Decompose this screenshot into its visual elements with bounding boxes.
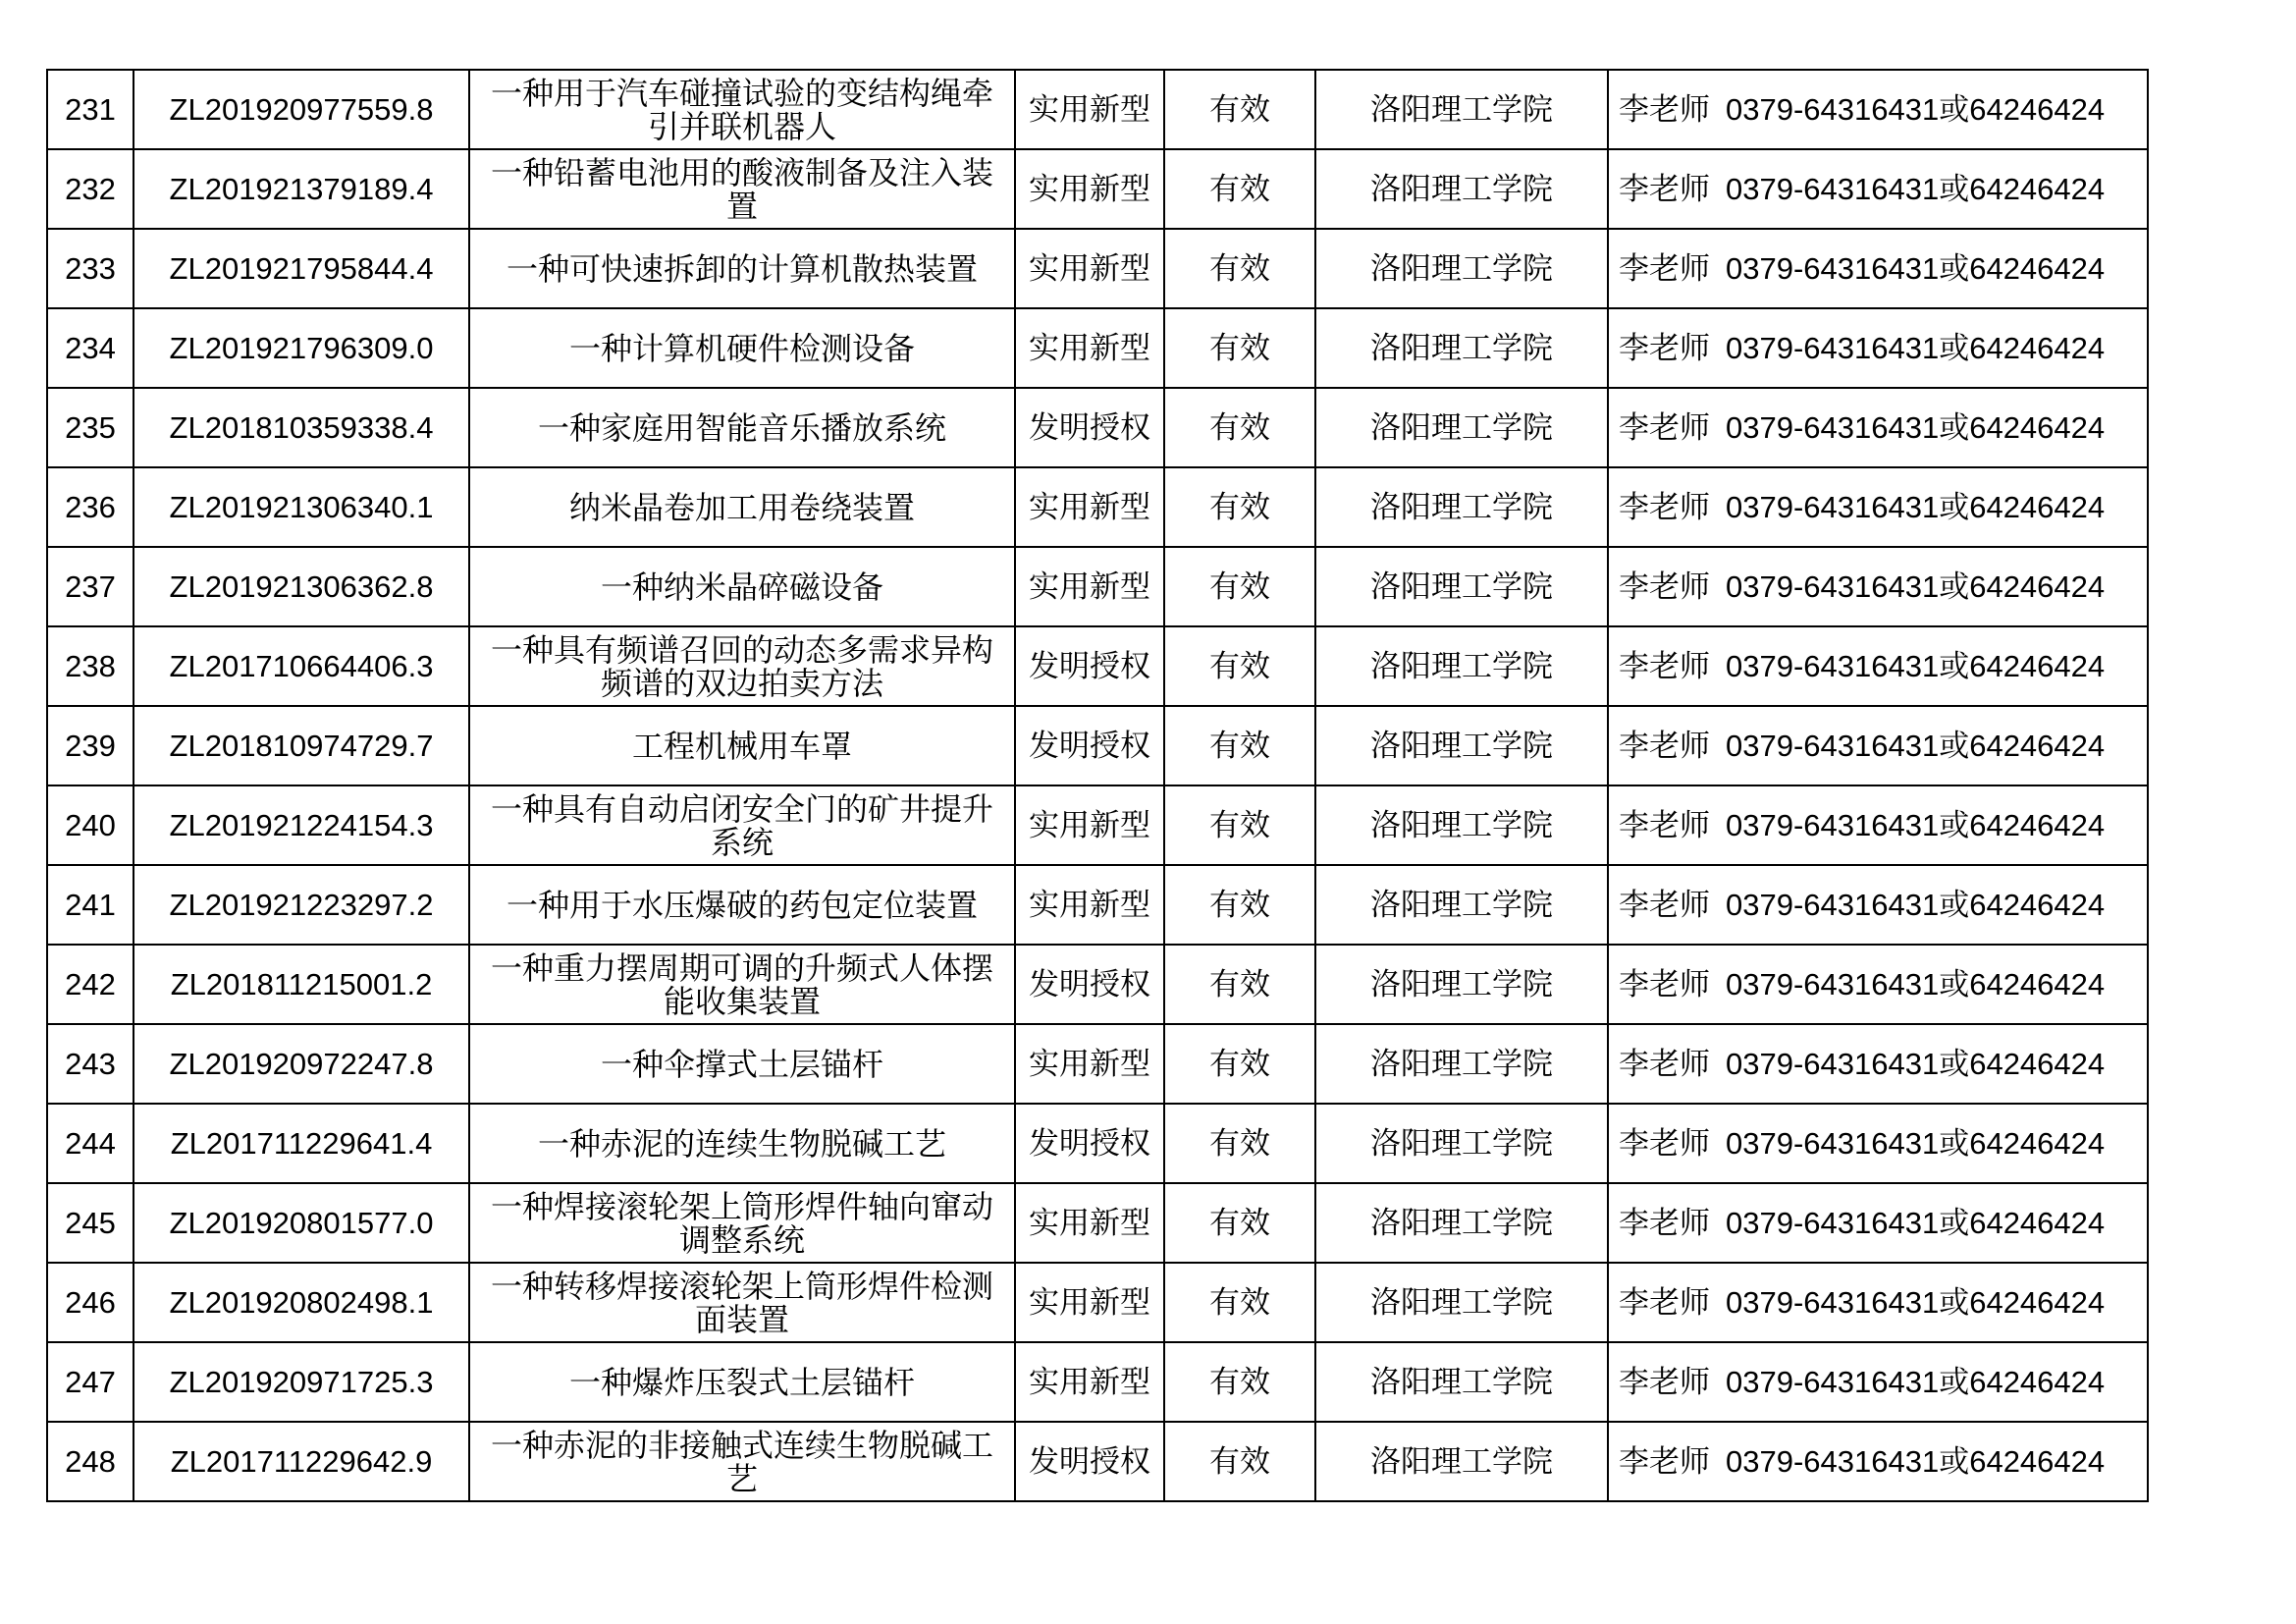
- patent-number-cell: ZL201811215001.2: [133, 945, 469, 1024]
- contact-phone: 0379-64316431或64246424: [1726, 568, 2106, 604]
- patent-status-cell: 有效: [1164, 785, 1315, 865]
- patent-type-cell: 发明授权: [1015, 1422, 1164, 1501]
- contact-phone: 0379-64316431或64246424: [1726, 807, 2106, 842]
- contact-cell: [1608, 70, 2148, 149]
- patent-status-cell: 有效: [1164, 1024, 1315, 1104]
- contact-cell: [1608, 388, 2148, 467]
- patent-number-cell: ZL201921306362.8: [133, 547, 469, 626]
- patent-status-cell: 有效: [1164, 865, 1315, 945]
- contact-cell: [1608, 1342, 2148, 1422]
- patent-type-cell: 实用新型: [1015, 149, 1164, 229]
- table-row: [47, 229, 2148, 308]
- table-row: [47, 308, 2148, 388]
- patent-type-cell: 发明授权: [1015, 706, 1164, 785]
- contact-person: 李老师: [1619, 1205, 1710, 1241]
- patent-type-cell: 实用新型: [1015, 1263, 1164, 1342]
- patent-type-cell: 实用新型: [1015, 1183, 1164, 1263]
- contact-cell: [1608, 467, 2148, 547]
- table-row: [47, 1263, 2148, 1342]
- patent-number-cell: ZL201921796309.0: [133, 308, 469, 388]
- row-index-cell: 247: [47, 1342, 133, 1422]
- contact-person: 李老师: [1619, 887, 1710, 923]
- contact-phone: 0379-64316431或64246424: [1726, 91, 2106, 127]
- patent-owner-cell: 洛阳理工学院: [1315, 1263, 1608, 1342]
- table-row: [47, 1024, 2148, 1104]
- contact-person: 李老师: [1619, 1125, 1710, 1162]
- patent-owner-cell: 洛阳理工学院: [1315, 70, 1608, 149]
- patent-number-cell: ZL201921306340.1: [133, 467, 469, 547]
- patent-name-cell: 一种纳米晶碎磁设备: [469, 547, 1015, 626]
- patent-type-cell: 实用新型: [1015, 547, 1164, 626]
- patent-name-cell: 工程机械用车罩: [469, 706, 1015, 785]
- table-row: [47, 547, 2148, 626]
- patent-table: [46, 69, 2149, 1502]
- row-index-cell: 237: [47, 547, 133, 626]
- patent-status-cell: 有效: [1164, 626, 1315, 706]
- patent-name-cell: 一种计算机硬件检测设备: [469, 308, 1015, 388]
- contact-phone: 0379-64316431或64246424: [1726, 966, 2106, 1001]
- patent-name-cell: 一种用于汽车碰撞试验的变结构绳牵引并联机器人: [469, 70, 1015, 149]
- patent-status-cell: 有效: [1164, 706, 1315, 785]
- contact-person: 李老师: [1619, 966, 1710, 1002]
- row-index-cell: 234: [47, 308, 133, 388]
- patent-status-cell: 有效: [1164, 308, 1315, 388]
- table-row: [47, 626, 2148, 706]
- patent-number-cell: ZL201920971725.3: [133, 1342, 469, 1422]
- patent-number-cell: ZL201920801577.0: [133, 1183, 469, 1263]
- contact-person: 李老师: [1619, 1046, 1710, 1082]
- patent-owner-cell: 洛阳理工学院: [1315, 1183, 1608, 1263]
- patent-owner-cell: 洛阳理工学院: [1315, 706, 1608, 785]
- contact-phone: 0379-64316431或64246424: [1726, 330, 2106, 365]
- patent-owner-cell: 洛阳理工学院: [1315, 865, 1608, 945]
- patent-name-cell: 一种爆炸压裂式土层锚杆: [469, 1342, 1015, 1422]
- patent-name-cell: 一种焊接滚轮架上筒形焊件轴向窜动调整系统: [469, 1183, 1015, 1263]
- patent-status-cell: 有效: [1164, 70, 1315, 149]
- patent-type-cell: 实用新型: [1015, 1342, 1164, 1422]
- row-index-cell: 248: [47, 1422, 133, 1501]
- patent-status-cell: 有效: [1164, 1422, 1315, 1501]
- contact-person: 李老师: [1619, 1443, 1710, 1480]
- row-index-cell: 239: [47, 706, 133, 785]
- patent-type-cell: 发明授权: [1015, 626, 1164, 706]
- contact-cell: [1608, 1263, 2148, 1342]
- contact-cell: [1608, 547, 2148, 626]
- patent-status-cell: 有效: [1164, 149, 1315, 229]
- patent-type-cell: 实用新型: [1015, 1024, 1164, 1104]
- patent-name-cell: 一种具有频谱召回的动态多需求异构频谱的双边拍卖方法: [469, 626, 1015, 706]
- patent-owner-cell: 洛阳理工学院: [1315, 1104, 1608, 1183]
- contact-phone: 0379-64316431或64246424: [1726, 728, 2106, 763]
- patent-type-cell: 实用新型: [1015, 229, 1164, 308]
- contact-person: 李老师: [1619, 807, 1710, 843]
- contact-person: 李老师: [1619, 1284, 1710, 1321]
- contact-phone: 0379-64316431或64246424: [1726, 1443, 2106, 1479]
- contact-phone: 0379-64316431或64246424: [1726, 1205, 2106, 1240]
- patent-name-cell: 一种可快速拆卸的计算机散热装置: [469, 229, 1015, 308]
- table-row: [47, 785, 2148, 865]
- contact-phone: 0379-64316431或64246424: [1726, 250, 2106, 286]
- patent-owner-cell: 洛阳理工学院: [1315, 1342, 1608, 1422]
- table-row: [47, 1104, 2148, 1183]
- row-index-cell: 243: [47, 1024, 133, 1104]
- patent-owner-cell: 洛阳理工学院: [1315, 149, 1608, 229]
- patent-name-cell: 纳米晶卷加工用卷绕装置: [469, 467, 1015, 547]
- contact-person: 李老师: [1619, 250, 1710, 287]
- patent-number-cell: ZL201921379189.4: [133, 149, 469, 229]
- patent-owner-cell: 洛阳理工学院: [1315, 467, 1608, 547]
- patent-number-cell: ZL201810974729.7: [133, 706, 469, 785]
- contact-phone: 0379-64316431或64246424: [1726, 1284, 2106, 1320]
- table-row: [47, 706, 2148, 785]
- patent-name-cell: 一种家庭用智能音乐播放系统: [469, 388, 1015, 467]
- row-index-cell: 231: [47, 70, 133, 149]
- contact-cell: [1608, 785, 2148, 865]
- table-row: [47, 1342, 2148, 1422]
- row-index-cell: 246: [47, 1263, 133, 1342]
- patent-name-cell: 一种赤泥的非接触式连续生物脱碱工艺: [469, 1422, 1015, 1501]
- patent-number-cell: ZL201711229641.4: [133, 1104, 469, 1183]
- patent-name-cell: 一种伞撑式土层锚杆: [469, 1024, 1015, 1104]
- patent-status-cell: 有效: [1164, 1342, 1315, 1422]
- table-row: [47, 865, 2148, 945]
- row-index-cell: 233: [47, 229, 133, 308]
- row-index-cell: 240: [47, 785, 133, 865]
- patent-name-cell: 一种用于水压爆破的药包定位装置: [469, 865, 1015, 945]
- patent-number-cell: ZL201711229642.9: [133, 1422, 469, 1501]
- patent-type-cell: 发明授权: [1015, 388, 1164, 467]
- contact-person: 李老师: [1619, 409, 1710, 446]
- patent-number-cell: ZL201710664406.3: [133, 626, 469, 706]
- patent-owner-cell: 洛阳理工学院: [1315, 308, 1608, 388]
- contact-phone: 0379-64316431或64246424: [1726, 489, 2106, 524]
- patent-number-cell: ZL201921795844.4: [133, 229, 469, 308]
- patent-owner-cell: 洛阳理工学院: [1315, 626, 1608, 706]
- patent-number-cell: ZL201920972247.8: [133, 1024, 469, 1104]
- contact-phone: 0379-64316431或64246424: [1726, 648, 2106, 683]
- patent-owner-cell: 洛阳理工学院: [1315, 1024, 1608, 1104]
- patent-name-cell: 一种赤泥的连续生物脱碱工艺: [469, 1104, 1015, 1183]
- patent-name-cell: 一种铅蓄电池用的酸液制备及注入装置: [469, 149, 1015, 229]
- contact-cell: [1608, 1183, 2148, 1263]
- contact-phone: 0379-64316431或64246424: [1726, 1125, 2106, 1161]
- table-row: [47, 1422, 2148, 1501]
- patent-status-cell: 有效: [1164, 467, 1315, 547]
- row-index-cell: 238: [47, 626, 133, 706]
- contact-cell: [1608, 149, 2148, 229]
- patent-status-cell: 有效: [1164, 547, 1315, 626]
- row-index-cell: 241: [47, 865, 133, 945]
- patent-type-cell: 实用新型: [1015, 467, 1164, 547]
- contact-cell: [1608, 626, 2148, 706]
- patent-type-cell: 实用新型: [1015, 308, 1164, 388]
- patent-owner-cell: 洛阳理工学院: [1315, 1422, 1608, 1501]
- contact-cell: [1608, 1104, 2148, 1183]
- contact-cell: [1608, 308, 2148, 388]
- patent-owner-cell: 洛阳理工学院: [1315, 547, 1608, 626]
- row-index-cell: 232: [47, 149, 133, 229]
- table-row: [47, 1183, 2148, 1263]
- patent-name-cell: 一种重力摆周期可调的升频式人体摆能收集装置: [469, 945, 1015, 1024]
- row-index-cell: 245: [47, 1183, 133, 1263]
- row-index-cell: 244: [47, 1104, 133, 1183]
- contact-person: 李老师: [1619, 489, 1710, 525]
- patent-owner-cell: 洛阳理工学院: [1315, 229, 1608, 308]
- patent-number-cell: ZL201921224154.3: [133, 785, 469, 865]
- contact-phone: 0379-64316431或64246424: [1726, 1364, 2106, 1399]
- contact-person: 李老师: [1619, 728, 1710, 764]
- contact-cell: [1608, 1422, 2148, 1501]
- table-row: [47, 945, 2148, 1024]
- patent-number-cell: ZL201921223297.2: [133, 865, 469, 945]
- contact-person: 李老师: [1619, 171, 1710, 207]
- table-body: [47, 70, 2148, 1501]
- table-row: [47, 388, 2148, 467]
- contact-person: 李老师: [1619, 330, 1710, 366]
- patent-type-cell: 发明授权: [1015, 945, 1164, 1024]
- contact-cell: [1608, 945, 2148, 1024]
- contact-person: 李老师: [1619, 91, 1710, 128]
- patent-type-cell: 实用新型: [1015, 70, 1164, 149]
- patent-owner-cell: 洛阳理工学院: [1315, 388, 1608, 467]
- contact-cell: [1608, 229, 2148, 308]
- contact-cell: [1608, 706, 2148, 785]
- contact-phone: 0379-64316431或64246424: [1726, 409, 2106, 445]
- contact-person: 李老师: [1619, 568, 1710, 605]
- patent-status-cell: 有效: [1164, 1104, 1315, 1183]
- patent-name-cell: 一种转移焊接滚轮架上筒形焊件检测面装置: [469, 1263, 1015, 1342]
- patent-type-cell: 实用新型: [1015, 865, 1164, 945]
- patent-owner-cell: 洛阳理工学院: [1315, 945, 1608, 1024]
- patent-name-cell: 一种具有自动启闭安全门的矿井提升系统: [469, 785, 1015, 865]
- contact-person: 李老师: [1619, 648, 1710, 684]
- row-index-cell: 235: [47, 388, 133, 467]
- row-index-cell: 242: [47, 945, 133, 1024]
- patent-status-cell: 有效: [1164, 1183, 1315, 1263]
- contact-phone: 0379-64316431或64246424: [1726, 171, 2106, 206]
- patent-status-cell: 有效: [1164, 1263, 1315, 1342]
- patent-type-cell: 发明授权: [1015, 1104, 1164, 1183]
- contact-cell: [1608, 1024, 2148, 1104]
- patent-status-cell: 有效: [1164, 945, 1315, 1024]
- patent-type-cell: 实用新型: [1015, 785, 1164, 865]
- patent-owner-cell: 洛阳理工学院: [1315, 785, 1608, 865]
- row-index-cell: 236: [47, 467, 133, 547]
- patent-number-cell: ZL201920802498.1: [133, 1263, 469, 1342]
- patent-status-cell: 有效: [1164, 229, 1315, 308]
- table-row: [47, 70, 2148, 149]
- patent-status-cell: 有效: [1164, 388, 1315, 467]
- contact-phone: 0379-64316431或64246424: [1726, 1046, 2106, 1081]
- contact-cell: [1608, 865, 2148, 945]
- contact-phone: 0379-64316431或64246424: [1726, 887, 2106, 922]
- contact-person: 李老师: [1619, 1364, 1710, 1400]
- table-row: [47, 149, 2148, 229]
- patent-number-cell: ZL201920977559.8: [133, 70, 469, 149]
- patent-number-cell: ZL201810359338.4: [133, 388, 469, 467]
- table-row: [47, 467, 2148, 547]
